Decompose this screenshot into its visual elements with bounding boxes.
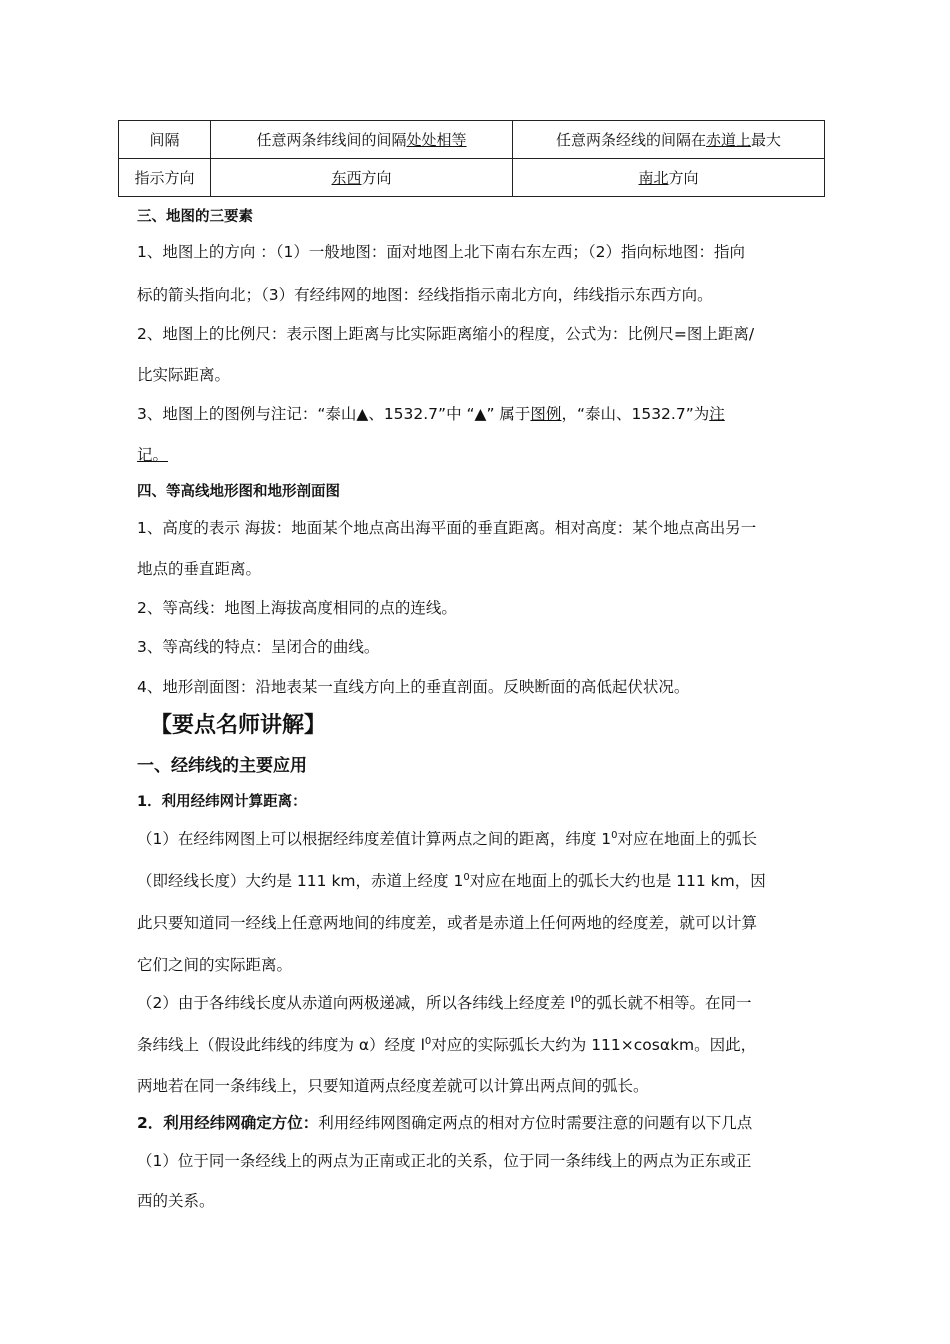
paragraph-line: 此只要知道同一经线上任意两地间的纬度差，或者是赤道上任何两地的经度差，就可以计算 <box>137 914 758 932</box>
paragraph-line: 4、地形剖面图：沿地表某一直线方向上的垂直剖面。反映断面的高低起伏状况。 <box>137 678 690 696</box>
paragraph-line: 3、等高线的特点：呈闭合的曲线。 <box>137 638 380 656</box>
paragraph-line: 比实际距离。 <box>137 366 231 384</box>
paragraph-line: 3、地图上的图例与注记：“泰山▲、1532.7”中 “▲” 属于图例，“泰山、1532.7”为注 <box>137 405 725 423</box>
paragraph-line: 2、地图上的比例尺：表示图上距离与比实际距离缩小的程度，公式为：比例尺=图上距离/ <box>137 325 755 343</box>
lecture-title: 【要点名师讲解】 <box>150 713 327 738</box>
paragraph-line: 地点的垂直距离。 <box>137 560 262 578</box>
comparison-table <box>118 120 825 197</box>
section-heading-map-elements: 三、地图的三要素 <box>137 209 253 225</box>
paragraph-line: 它们之间的实际距离。 <box>137 956 293 974</box>
paragraph-line: （1）位于同一条经线上的两点为正南或正北的关系，位于同一条纬线上的两点为正东或正 <box>137 1152 752 1170</box>
table-row <box>119 121 825 159</box>
item-heading-direction: 2．利用经纬网确定方位： <box>137 1114 319 1132</box>
table-row-label: 指示方向 <box>119 159 211 197</box>
paragraph-line: （即经线长度）大约是 111 km，赤道上经度 $1^0$对应在地面上的弧长大约也是 111 km，因 <box>137 871 766 890</box>
lecture-subtitle: 一、经纬线的主要应用 <box>137 756 307 776</box>
paragraph-line: 2、等高线：地图上海拔高度相同的点的连线。 <box>137 599 457 617</box>
paragraph-line: （1）在经纬网图上可以根据经纬度差值计算两点之间的距离，纬度 $1^0$对应在地面上的弧长 <box>137 829 758 848</box>
paragraph-line: 西的关系。 <box>137 1192 215 1210</box>
table-cell-longitude: 南北方向 <box>513 159 825 197</box>
paragraph-line: 两地若在同一条纬线上，只要知道两点经度差就可以计算出两点间的弧长。 <box>137 1077 649 1095</box>
table-row-label: 间隔 <box>119 121 211 159</box>
item-heading-distance: 1．利用经纬网计算距离： <box>137 794 307 810</box>
paragraph-line: 1、地图上的方向 ：（1）一般地图：面对地图上北下南右东左西；（2）指向标地图：指向 <box>137 243 746 261</box>
section-heading-contour: 四、等高线地形图和地形剖面图 <box>137 484 340 500</box>
paragraph-line: 条纬线上（假设此纬线的纬度为 α）经度 $l^0$对应的实际弧长大约为 111×cosαkm。因此， <box>137 1035 757 1054</box>
table-cell-latitude: 任意两条纬线间的间隔处处相等 <box>211 121 513 159</box>
table-cell-latitude: 东西方向 <box>211 159 513 197</box>
paragraph-line: 2．利用经纬网确定方位：利用经纬网图确定两点的相对方位时需要注意的问题有以下几点 <box>137 1114 753 1132</box>
paragraph-line: （2）由于各纬线长度从赤道向两极递减，所以各纬线上经度差 $l^0$的弧长就不相等。在同一 <box>137 993 752 1012</box>
table-cell-longitude: 任意两条经线的间隔在赤道上最大 <box>513 121 825 159</box>
paragraph-line: 1、高度的表示 海拔：地面某个地点高出海平面的垂直距离。相对高度：某个地点高出另一 <box>137 519 757 537</box>
paragraph-line: 记。 <box>137 446 169 464</box>
paragraph-line: 标的箭头指向北；（3）有经纬网的地图：经线指指示南北方向，纬线指示东西方向。 <box>137 286 713 304</box>
table-row <box>119 159 825 197</box>
